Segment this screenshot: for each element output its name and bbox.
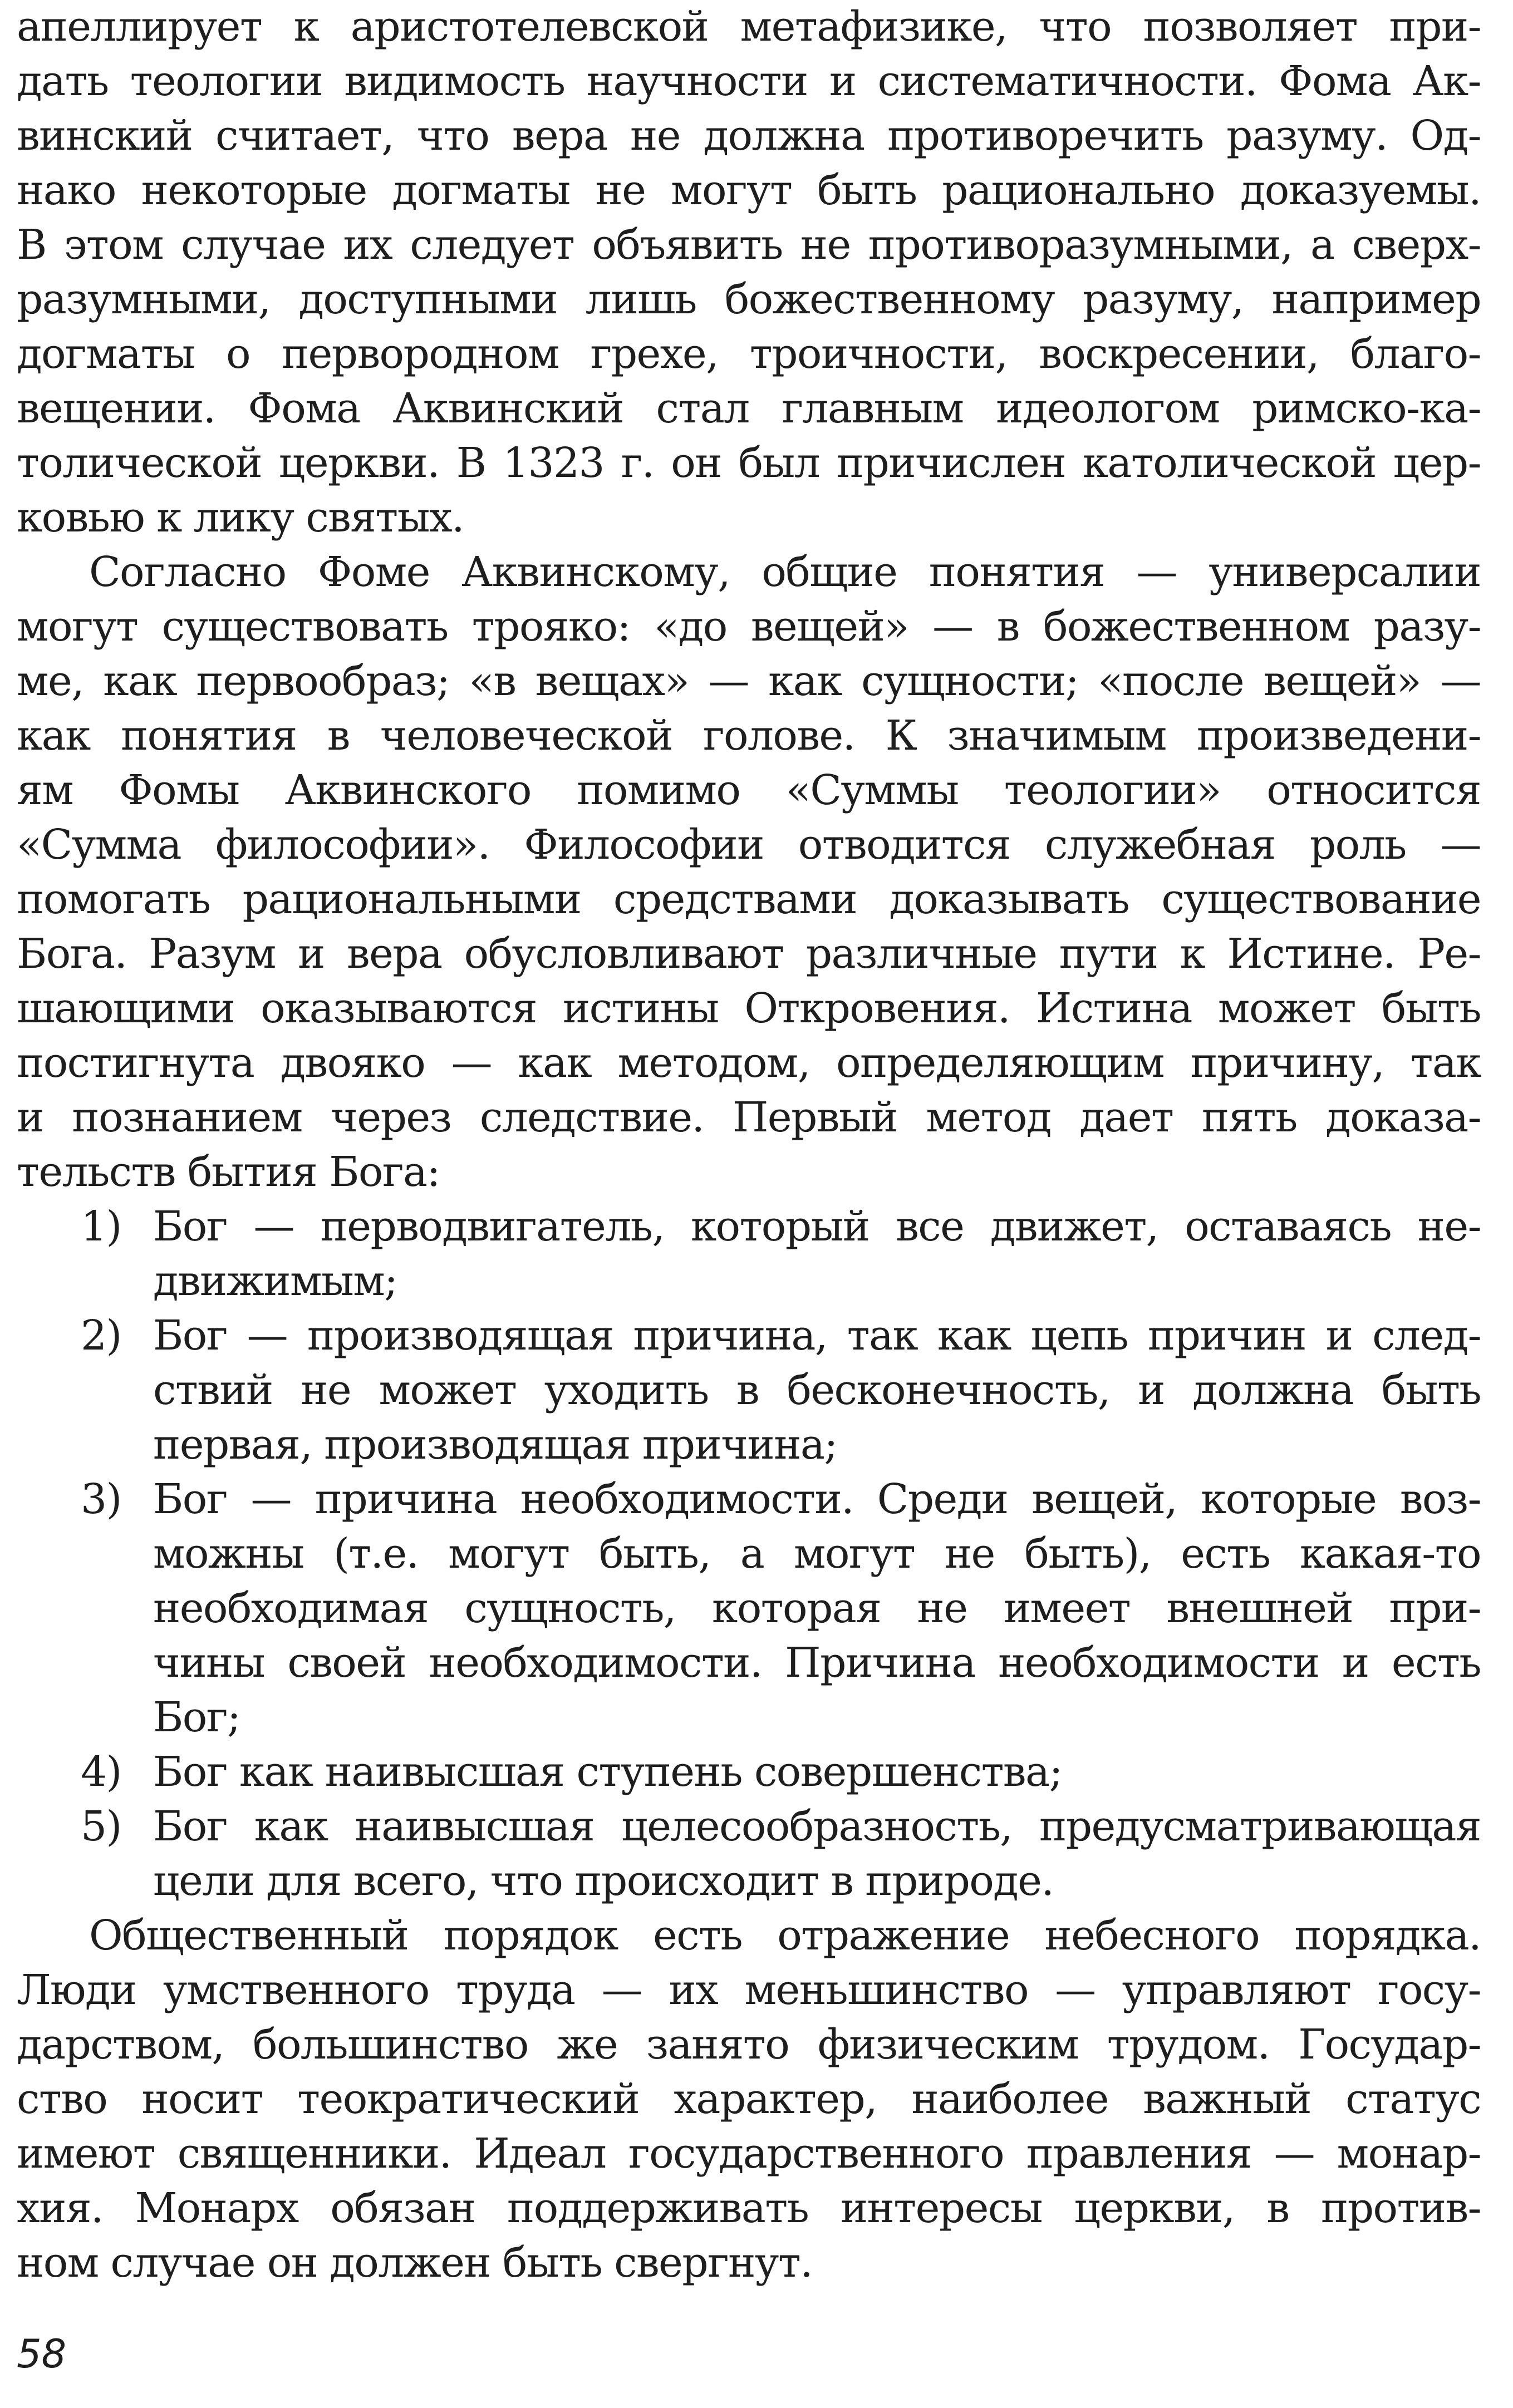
list-item-text: можны (т.е. могут быть, а могут не быть), есть какая-то <box>153 1530 1481 1578</box>
text-line: и познанием через следствие. Первый метод дает пять доказа- <box>17 1094 1481 1141</box>
text-line: Люди умственного труда — их меньшинство — управляют госу- <box>17 1966 1481 2014</box>
text-line: ном случае он должен быть свергнут. <box>17 2239 813 2287</box>
list-item-text: чины своей необходимости. Причина необходимости и есть <box>153 1639 1481 1687</box>
text-line: «Сумма философии». Философии отводится служебная роль — <box>17 821 1481 869</box>
text-line: постигнута двояко — как методом, определяющим причину, так <box>17 1039 1481 1087</box>
text-line: как понятия в человеческой голове. К значимым произведени- <box>17 712 1481 760</box>
list-item-text: Бог; <box>153 1693 240 1741</box>
list-item-text: необходимая сущность, которая не имеет внешней при- <box>153 1584 1481 1632</box>
book-page <box>17 0 1481 2408</box>
text-line: Согласно Фоме Аквинскому, общие понятия — универсалии <box>89 548 1481 596</box>
list-item-text: первая, производящая причина; <box>153 1421 837 1469</box>
list-item-text: Бог — производящая причина, так как цепь причин и след- <box>153 1312 1481 1360</box>
text-line: ям Фомы Аквинского помимо «Суммы теологии» относится <box>17 766 1481 814</box>
list-item-number: 4) <box>81 1748 121 1796</box>
text-line: дать теологии видимость научности и систематичности. Фома Ак- <box>17 57 1481 105</box>
text-line: дарством, большинство же занято физическим трудом. Государ- <box>17 2021 1481 2069</box>
list-item-number: 1) <box>81 1203 121 1250</box>
list-item-number: 5) <box>81 1803 121 1850</box>
list-item-text: Бог — перводвигатель, который все движет, оставаясь не- <box>153 1203 1481 1250</box>
text-line: В этом случае их следует объявить не противоразумными, а сверх- <box>17 221 1481 269</box>
text-line: хия. Монарх обязан поддерживать интересы церкви, в против- <box>17 2184 1481 2232</box>
list-item-text: ствий не может уходить в бесконечность, и должна быть <box>153 1366 1481 1414</box>
list-item-number: 3) <box>81 1475 121 1523</box>
text-line: апеллирует к аристотелевской метафизике, что позволяет при- <box>17 3 1481 51</box>
list-item-text: Бог как наивысшая целесообразность, предусматривающая <box>153 1803 1481 1850</box>
text-line: ковью к лику святых. <box>17 494 464 541</box>
list-item-text: Бог как наивысшая ступень совершенства; <box>153 1748 1062 1796</box>
text-line: могут существовать трояко: «до вещей» — в божественном разу- <box>17 603 1481 651</box>
text-line: ство носит теократический характер, наиболее важный статус <box>17 2075 1481 2123</box>
list-item-text: движимым; <box>153 1257 397 1305</box>
text-line: винский считает, что вера не должна противоречить разуму. Од- <box>17 112 1481 160</box>
text-line: догматы о первородном грехе, троичности, воскресении, благо- <box>17 330 1481 378</box>
list-item-number: 2) <box>81 1312 121 1360</box>
list-item-text: цели для всего, что происходит в природе. <box>153 1857 1054 1905</box>
text-line: вещении. Фома Аквинский стал главным идеологом римско-ка- <box>17 385 1481 432</box>
text-line: толической церкви. В 1323 г. он был причислен католической цер- <box>17 439 1481 487</box>
text-line: имеют священники. Идеал государственного правления — монар- <box>17 2130 1481 2178</box>
text-line: ме, как первообраз; «в вещах» — как сущности; «после вещей» — <box>17 657 1481 705</box>
text-line: шающими оказываются истины Откровения. Истина может быть <box>17 984 1481 1032</box>
text-line: тельств бытия Бога: <box>17 1148 440 1196</box>
text-line: нако некоторые догматы не могут быть рационально доказуемы. <box>17 166 1481 214</box>
text-line: разумными, доступными лишь божественному разуму, например <box>17 275 1481 323</box>
text-line: помогать рациональными средствами доказывать существование <box>17 875 1481 923</box>
list-item-text: Бог — причина необходимости. Среди вещей, которые воз- <box>153 1475 1481 1523</box>
text-line: Общественный порядок есть отражение небесного порядка. <box>89 1912 1481 1959</box>
text-line: Бога. Разум и вера обусловливают различные пути к Истине. Ре- <box>17 930 1481 978</box>
page-number: 58 <box>17 2331 67 2377</box>
